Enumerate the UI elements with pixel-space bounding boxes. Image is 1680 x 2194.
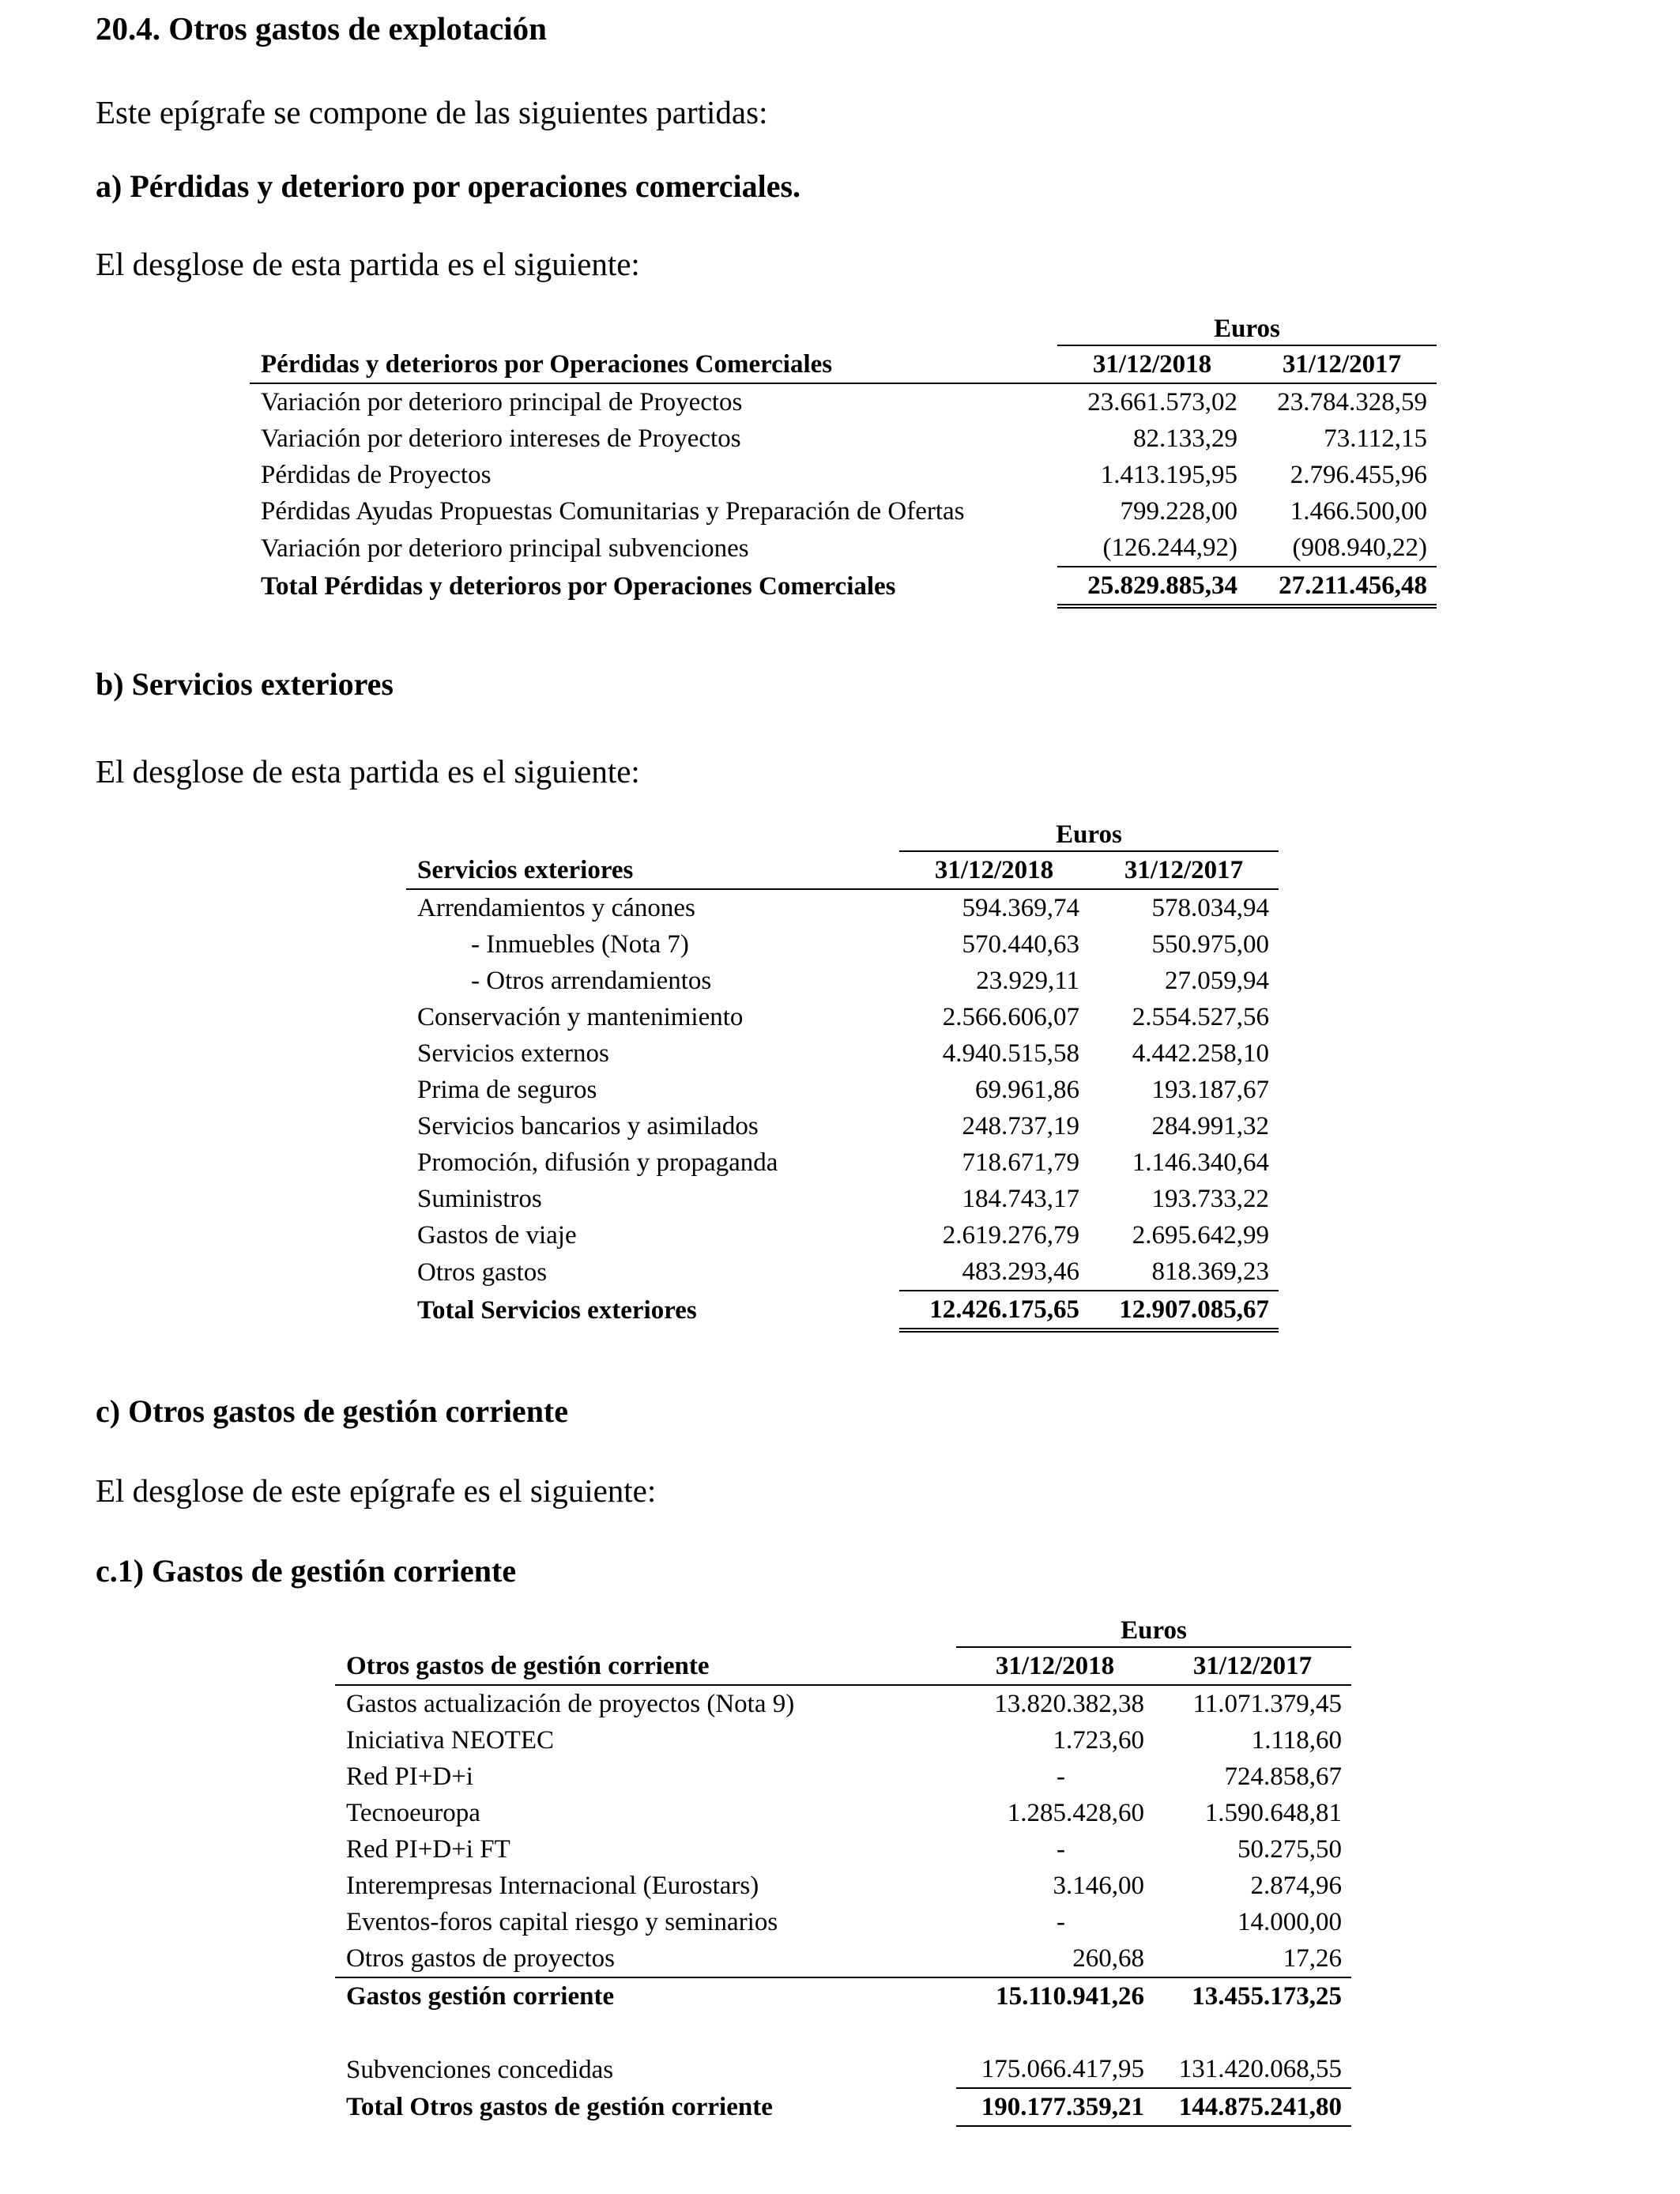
table-row: Prima de seguros 69.961,86 193.187,67 (417, 1076, 1269, 1104)
total-row: Total Otros gastos de gestión corriente 190.177.359,21 144.875.241,80 (335, 2088, 1351, 2126)
table-row: Tecnoeuropa 1.285.428,60 1.590.648,81 (346, 1799, 1342, 1827)
section-c-title: c) Otros gastos de gestión corriente (96, 1393, 569, 1429)
table-row: - Otros arrendamientos 23.929,11 27.059,94 (471, 967, 1269, 995)
table-row: Pérdidas de Proyectos 1.413.195,95 2.796.455,96 (261, 461, 1427, 489)
table-row: Promoción, difusión y propaganda 718.671,79 1.146.340,64 (417, 1148, 1269, 1177)
table-row: Gastos de viaje 2.619.276,79 2.695.642,99 (417, 1221, 1269, 1250)
table-row: Pérdidas Ayudas Propuestas Comunitarias y Preparación de Ofertas 799.228,00 1.466.500,00 (261, 497, 1427, 526)
section-b-title: b) Servicios exteriores (96, 666, 394, 702)
table-row: Otros gastos 483.293,46 818.369,23 (406, 1253, 1279, 1291)
total-row: Total Pérdidas y deterioros por Operaciones Comerciales 25.829.885,34 27.211.456,48 (250, 567, 1437, 606)
col-2017-header: 31/12/2017 (1089, 851, 1279, 889)
section-a-title: a) Pérdidas y deterioro por operaciones comerciales. (96, 168, 801, 204)
total-row: Total Servicios exteriores 12.426.175,65 12.907.085,67 (406, 1291, 1279, 1330)
table-b-label-header: Servicios exteriores (406, 851, 899, 889)
section-a-intro: El desglose de esta partida es el siguiente: (96, 246, 640, 282)
table-b (406, 819, 1279, 1333)
table-row: Gastos actualización de proyectos (Nota 9) 13.820.382,38 11.071.379,45 (346, 1690, 1342, 1718)
col-2017-header: 31/12/2017 (1247, 345, 1437, 383)
table-a-label-header: Pérdidas y deterioros por Operaciones Comerciales (250, 345, 1057, 383)
table-a (250, 313, 1437, 609)
table-row: Red PI+D+i - 724.858,67 (346, 1762, 1342, 1791)
table-row: Variación por deterioro principal subvenciones (126.244,92) (908.940,22) (250, 530, 1437, 567)
table-row: Iniciativa NEOTEC 1.723,60 1.118,60 (346, 1726, 1342, 1755)
table-c (335, 1615, 1351, 2127)
intro-text: Este epígrafe se compone de las siguientes partidas: (96, 94, 768, 130)
currency-label: Euros (956, 1615, 1351, 1647)
col-2018-header: 31/12/2018 (1057, 345, 1247, 383)
col-2018-header: 31/12/2018 (956, 1647, 1154, 1685)
col-2018-header: 31/12/2018 (899, 851, 1089, 889)
table-c-label-header: Otros gastos de gestión corriente (335, 1647, 956, 1685)
table-row: Subvenciones concedidas 175.066.417,95 131.420.068,55 (335, 2051, 1351, 2088)
table-row: Arrendamientos y cánones 594.369,74 578.034,94 (417, 894, 1269, 922)
table-row: Suministros 184.743,17 193.733,22 (417, 1185, 1269, 1213)
table-row: Conservación y mantenimiento 2.566.606,07 2.554.527,56 (417, 1003, 1269, 1031)
table-row: Interempresas Internacional (Eurostars) 3.146,00 2.874,96 (346, 1872, 1342, 1900)
page-title: 20.4. Otros gastos de explotación (96, 10, 547, 47)
table-row: Red PI+D+i FT - 50.275,50 (346, 1835, 1342, 1864)
table-row: Variación por deterioro intereses de Proyectos 82.133,29 73.112,15 (261, 424, 1427, 453)
section-c1-title: c.1) Gastos de gestión corriente (96, 1553, 517, 1589)
currency-label: Euros (899, 819, 1279, 851)
table-row: Otros gastos de proyectos 260,68 17,26 (346, 1944, 1342, 1973)
table-row: Servicios bancarios y asimilados 248.737,19 284.991,32 (417, 1112, 1269, 1140)
currency-label: Euros (1057, 313, 1437, 345)
table-row: Variación por deterioro principal de Proyectos 23.661.573,02 23.784.328,59 (261, 388, 1427, 417)
col-2017-header: 31/12/2017 (1154, 1647, 1351, 1685)
section-b-intro: El desglose de esta partida es el siguiente: (96, 753, 640, 790)
table-row: - Inmuebles (Nota 7) 570.440,63 550.975,00 (471, 930, 1269, 959)
subtotal-row: Gastos gestión corriente 15.110.941,26 13.455.173,25 (335, 1977, 1351, 2015)
section-c-intro: El desglose de este epígrafe es el siguiente: (96, 1472, 657, 1509)
table-row: Servicios externos 4.940.515,58 4.442.258,10 (417, 1039, 1269, 1068)
table-row: Eventos-foros capital riesgo y seminarios - 14.000,00 (346, 1908, 1342, 1936)
